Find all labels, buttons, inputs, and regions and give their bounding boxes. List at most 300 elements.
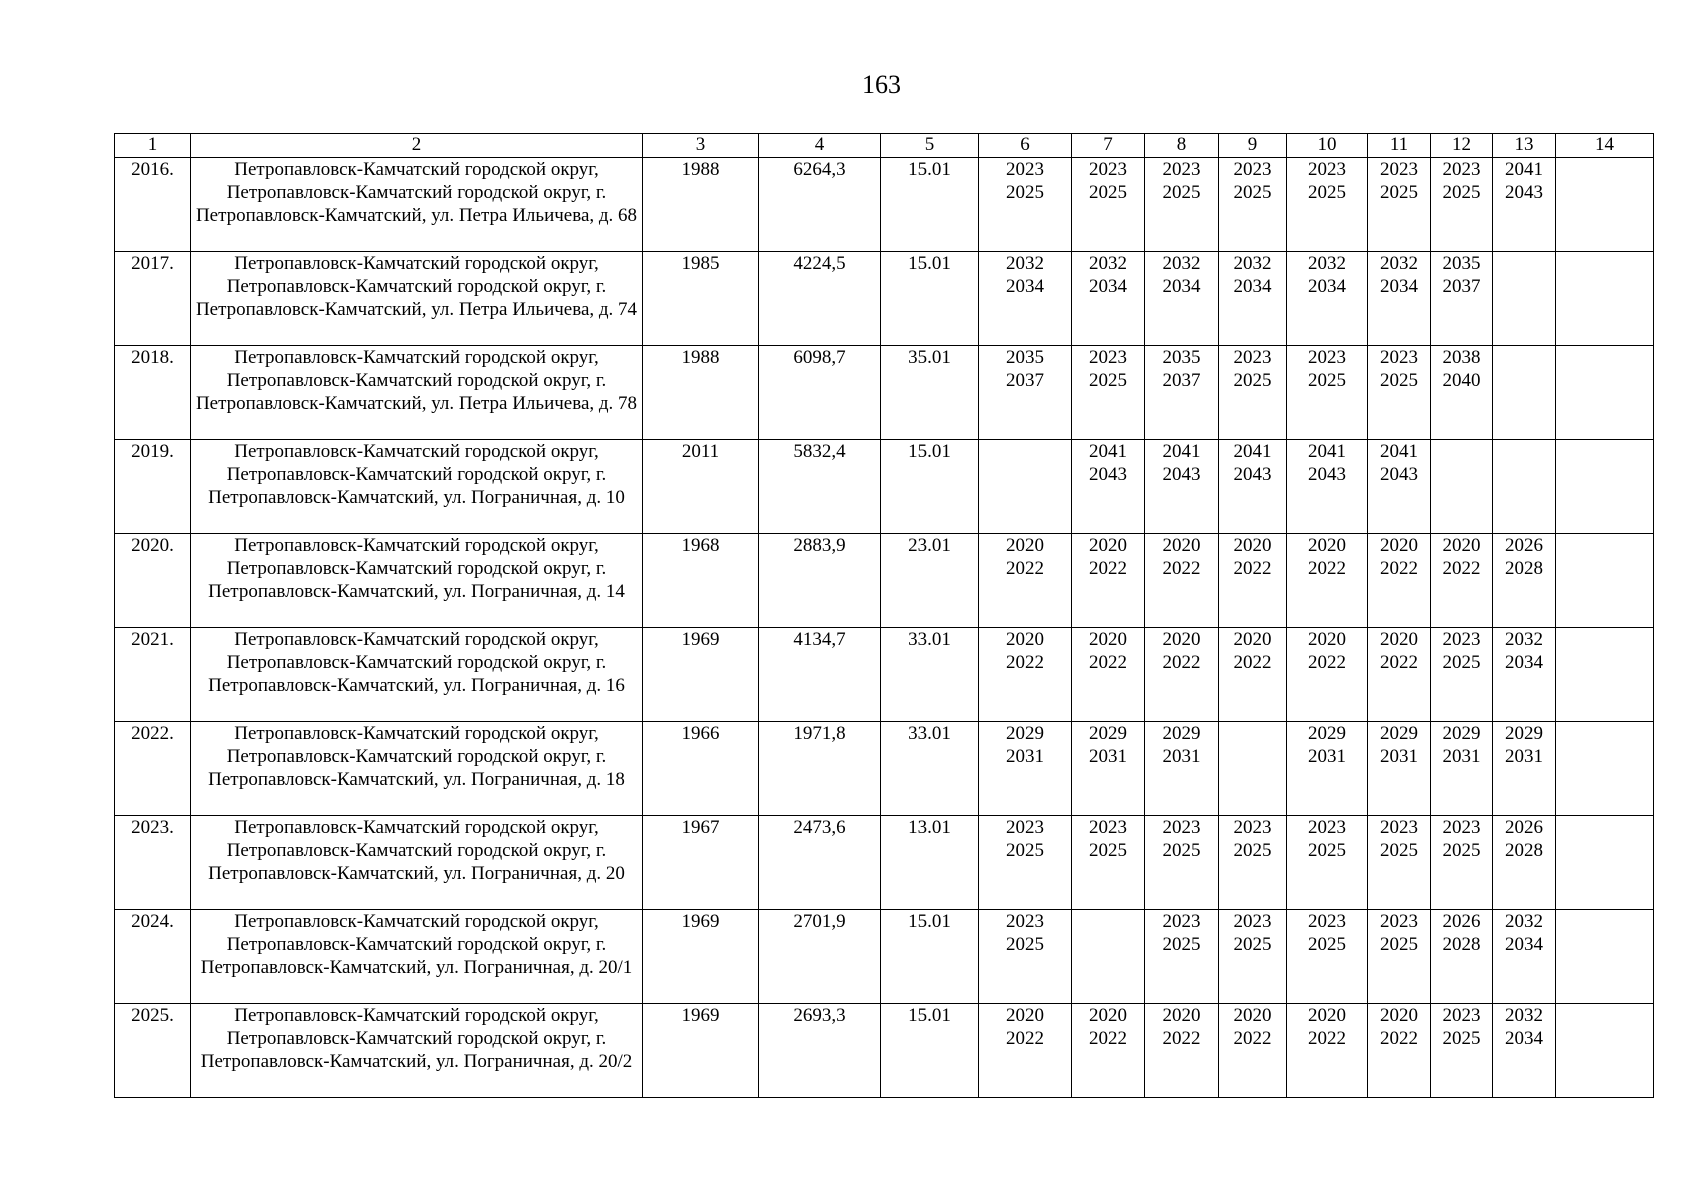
- period-year: 2025: [1233, 840, 1272, 861]
- period-year: 2026: [1505, 817, 1543, 838]
- period-cell-col-9: [1219, 346, 1287, 440]
- period-year: 2034: [1089, 276, 1127, 297]
- period-cell-col-8: [1145, 1004, 1219, 1098]
- period-year: 2022: [1308, 652, 1346, 673]
- row-number-cell: 2024.: [115, 910, 191, 1004]
- period-cell-col-7: [1072, 722, 1145, 816]
- table-row: [115, 534, 1654, 628]
- period-cell-col-9: [1219, 628, 1287, 722]
- period-cell-col-11: [1368, 1004, 1431, 1098]
- period-cell-col-10: [1287, 534, 1368, 628]
- period-year: 2025: [1233, 370, 1272, 391]
- period-year: 2034: [1006, 276, 1044, 297]
- period-cell-col-6: [979, 252, 1072, 346]
- period-cell-col-13: [1493, 816, 1556, 910]
- period-cell-col-8: [1145, 910, 1219, 1004]
- period-year: 2023: [1006, 159, 1044, 180]
- period-cell-col-7: [1072, 440, 1145, 534]
- page-number: 163: [862, 70, 901, 99]
- period-year: 2022: [1006, 1028, 1044, 1049]
- column-header-4: 4: [759, 134, 881, 158]
- period-year: 2023: [1442, 159, 1481, 180]
- period-year: 2025: [1442, 182, 1481, 203]
- period-year: 2035: [1006, 347, 1044, 368]
- period-year: 2025: [1380, 370, 1418, 391]
- row-number-cell: 2020.: [115, 534, 191, 628]
- area-cell: 6098,7: [759, 346, 881, 440]
- period-year: 2025: [1006, 182, 1044, 203]
- column-header-8: 8: [1145, 134, 1219, 158]
- code-cell: 33.01: [881, 628, 979, 722]
- period-year: 2020: [1308, 1005, 1346, 1026]
- period-year: 2037: [1006, 370, 1044, 391]
- period-cell-col-11: [1368, 534, 1431, 628]
- period-year: 2037: [1162, 370, 1201, 391]
- commissioning-year-cell: 1988: [643, 158, 759, 252]
- period-year: 2020: [1233, 1005, 1272, 1026]
- period-year: 2020: [1308, 629, 1346, 650]
- period-year: 2031: [1505, 746, 1543, 767]
- period-cell-col-10: [1287, 1004, 1368, 1098]
- area-cell: 2693,3: [759, 1004, 881, 1098]
- period-year: 2034: [1505, 1028, 1543, 1049]
- period-cell-col-6: [979, 158, 1072, 252]
- period-cell-col-11: [1368, 628, 1431, 722]
- period-cell-col-11: [1368, 158, 1431, 252]
- period-year: 2022: [1380, 558, 1418, 579]
- column-header-6: 6: [979, 134, 1072, 158]
- column-header-3: 3: [643, 134, 759, 158]
- address-cell: Петропавловск-Камчатский городской округ, Петропавловск-Камчатский городской округ, г. Петропавловск-Камчатский, ул. Пограничная, д. 10: [191, 440, 643, 534]
- period-cell-col-14: [1556, 252, 1654, 346]
- column-header-11: 11: [1368, 134, 1431, 158]
- column-header-2: 2: [191, 134, 643, 158]
- period-year: 2029: [1380, 723, 1418, 744]
- period-year: 2020: [1006, 629, 1044, 650]
- row-number-cell: 2025.: [115, 1004, 191, 1098]
- period-year: 2032: [1505, 629, 1543, 650]
- period-year: 2032: [1006, 253, 1044, 274]
- period-year: 2034: [1308, 276, 1346, 297]
- period-year: 2025: [1162, 840, 1201, 861]
- period-year: 2025: [1233, 182, 1272, 203]
- area-cell: 2701,9: [759, 910, 881, 1004]
- column-number-header-row: [115, 134, 1654, 158]
- period-cell-col-12: [1431, 1004, 1493, 1098]
- period-cell-col-6: [979, 1004, 1072, 1098]
- period-cell-col-13: [1493, 252, 1556, 346]
- period-year: 2023: [1089, 159, 1127, 180]
- period-cell-col-12: [1431, 534, 1493, 628]
- commissioning-year-cell: 1969: [643, 910, 759, 1004]
- period-cell-col-7: [1072, 534, 1145, 628]
- period-year: 2022: [1233, 652, 1272, 673]
- table-row: [115, 252, 1654, 346]
- commissioning-year-cell: 1969: [643, 628, 759, 722]
- period-year: 2022: [1308, 1028, 1346, 1049]
- period-year: 2022: [1233, 558, 1272, 579]
- period-cell-col-9: [1219, 252, 1287, 346]
- period-year: 2023: [1308, 817, 1346, 838]
- period-cell-col-13: [1493, 1004, 1556, 1098]
- row-number-cell: 2016.: [115, 158, 191, 252]
- code-cell: 15.01: [881, 440, 979, 534]
- address-cell: Петропавловск-Камчатский городской округ, Петропавловск-Камчатский городской округ, г. Петропавловск-Камчатский, ул. Пограничная, д. 18: [191, 722, 643, 816]
- code-cell: 15.01: [881, 910, 979, 1004]
- period-year: 2025: [1006, 934, 1044, 955]
- area-cell: 4224,5: [759, 252, 881, 346]
- period-year: 2023: [1308, 911, 1346, 932]
- column-header-14: 14: [1556, 134, 1654, 158]
- address-cell: Петропавловск-Камчатский городской округ, Петропавловск-Камчатский городской округ, г. Петропавловск-Камчатский, ул. Пограничная, д. 20: [191, 816, 643, 910]
- period-year: 2022: [1089, 1028, 1127, 1049]
- commissioning-year-cell: 2011: [643, 440, 759, 534]
- period-cell-col-11: [1368, 816, 1431, 910]
- column-header-5: 5: [881, 134, 979, 158]
- period-cell-col-7: [1072, 816, 1145, 910]
- period-year: 2025: [1089, 370, 1127, 391]
- period-year: 2022: [1308, 558, 1346, 579]
- period-year: 2032: [1233, 253, 1272, 274]
- period-cell-col-14: [1556, 722, 1654, 816]
- period-year: 2020: [1233, 535, 1272, 556]
- period-cell-col-12: [1431, 628, 1493, 722]
- period-cell-col-11: [1368, 346, 1431, 440]
- code-cell: 23.01: [881, 534, 979, 628]
- area-cell: 6264,3: [759, 158, 881, 252]
- period-year: 2023: [1233, 347, 1272, 368]
- row-number-cell: 2023.: [115, 816, 191, 910]
- period-year: 2031: [1380, 746, 1418, 767]
- table-body: [115, 158, 1654, 1098]
- period-year: 2026: [1505, 535, 1543, 556]
- row-number-cell: 2018.: [115, 346, 191, 440]
- period-cell-col-14: [1556, 910, 1654, 1004]
- period-cell-col-7: [1072, 158, 1145, 252]
- period-cell-col-10: [1287, 440, 1368, 534]
- period-year: 2025: [1089, 182, 1127, 203]
- period-year: 2041: [1233, 441, 1272, 462]
- period-year: 2023: [1089, 347, 1127, 368]
- commissioning-year-cell: 1967: [643, 816, 759, 910]
- commissioning-year-cell: 1968: [643, 534, 759, 628]
- area-cell: 1971,8: [759, 722, 881, 816]
- period-year: 2025: [1006, 840, 1044, 861]
- period-cell-col-6: [979, 910, 1072, 1004]
- period-year: 2022: [1380, 1028, 1418, 1049]
- period-year: 2025: [1380, 934, 1418, 955]
- row-number-cell: 2017.: [115, 252, 191, 346]
- address-cell: Петропавловск-Камчатский городской округ, Петропавловск-Камчатский городской округ, г. Петропавловск-Камчатский, ул. Пограничная, д. 20/2: [191, 1004, 643, 1098]
- period-cell-col-9: [1219, 816, 1287, 910]
- period-year: 2022: [1162, 1028, 1201, 1049]
- period-cell-col-10: [1287, 158, 1368, 252]
- period-cell-col-10: [1287, 252, 1368, 346]
- period-cell-col-14: [1556, 440, 1654, 534]
- period-cell-col-10: [1287, 628, 1368, 722]
- address-cell: Петропавловск-Камчатский городской округ, Петропавловск-Камчатский городской округ, г. Петропавловск-Камчатский, ул. Петра Ильичева, д. 68: [191, 158, 643, 252]
- period-cell-col-7: [1072, 1004, 1145, 1098]
- period-cell-col-7: [1072, 346, 1145, 440]
- period-year: 2020: [1006, 535, 1044, 556]
- period-year: 2020: [1442, 535, 1481, 556]
- period-year: 2041: [1380, 441, 1418, 462]
- area-cell: 5832,4: [759, 440, 881, 534]
- period-cell-col-12: [1431, 722, 1493, 816]
- code-cell: 13.01: [881, 816, 979, 910]
- period-year: 2038: [1442, 347, 1481, 368]
- column-header-13: 13: [1493, 134, 1556, 158]
- period-year: 2023: [1442, 629, 1481, 650]
- period-year: 2020: [1380, 535, 1418, 556]
- period-cell-col-12: [1431, 910, 1493, 1004]
- code-cell: 15.01: [881, 1004, 979, 1098]
- period-year: 2023: [1308, 347, 1346, 368]
- period-year: 2022: [1006, 558, 1044, 579]
- period-year: 2031: [1089, 746, 1127, 767]
- period-year: 2034: [1505, 934, 1543, 955]
- period-cell-col-8: [1145, 440, 1219, 534]
- period-year: 2023: [1089, 817, 1127, 838]
- period-year: 2025: [1442, 840, 1481, 861]
- code-cell: 33.01: [881, 722, 979, 816]
- period-cell-col-11: [1368, 440, 1431, 534]
- period-year: 2020: [1089, 535, 1127, 556]
- period-cell-col-6: [979, 722, 1072, 816]
- period-year: 2020: [1162, 629, 1201, 650]
- period-cell-col-13: [1493, 628, 1556, 722]
- period-year: 2025: [1089, 840, 1127, 861]
- period-cell-col-13: [1493, 534, 1556, 628]
- period-year: 2022: [1233, 1028, 1272, 1049]
- period-year: 2020: [1089, 1005, 1127, 1026]
- period-cell-col-9: [1219, 1004, 1287, 1098]
- period-year: 2022: [1089, 652, 1127, 673]
- period-year: 2023: [1442, 817, 1481, 838]
- period-cell-col-9: [1219, 910, 1287, 1004]
- period-year: 2020: [1162, 535, 1201, 556]
- column-header-12: 12: [1431, 134, 1493, 158]
- period-year: 2020: [1089, 629, 1127, 650]
- period-year: 2022: [1162, 652, 1201, 673]
- period-year: 2032: [1162, 253, 1201, 274]
- period-cell-col-10: [1287, 910, 1368, 1004]
- period-year: 2023: [1233, 159, 1272, 180]
- period-year: 2041: [1162, 441, 1201, 462]
- period-year: 2020: [1380, 1005, 1418, 1026]
- period-year: 2022: [1089, 558, 1127, 579]
- period-year: 2025: [1233, 934, 1272, 955]
- period-cell-col-9: [1219, 158, 1287, 252]
- table-row: [115, 440, 1654, 534]
- period-year: 2031: [1442, 746, 1481, 767]
- commissioning-year-cell: 1969: [643, 1004, 759, 1098]
- period-year: 2035: [1442, 253, 1481, 274]
- period-cell-col-14: [1556, 346, 1654, 440]
- period-cell-col-8: [1145, 722, 1219, 816]
- period-cell-col-13: [1493, 158, 1556, 252]
- address-cell: Петропавловск-Камчатский городской округ, Петропавловск-Камчатский городской округ, г. Петропавловск-Камчатский, ул. Пограничная, д. 16: [191, 628, 643, 722]
- period-cell-col-6: [979, 534, 1072, 628]
- period-year: 2032: [1380, 253, 1418, 274]
- period-cell-col-9: [1219, 534, 1287, 628]
- period-cell-col-14: [1556, 816, 1654, 910]
- period-year: 2023: [1006, 817, 1044, 838]
- period-year: 2025: [1308, 370, 1346, 391]
- period-year: 2037: [1442, 276, 1481, 297]
- area-cell: 2883,9: [759, 534, 881, 628]
- period-year: 2022: [1380, 652, 1418, 673]
- period-cell-col-12: [1431, 346, 1493, 440]
- period-year: 2029: [1308, 723, 1346, 744]
- period-cell-col-9: [1219, 440, 1287, 534]
- area-cell: 4134,7: [759, 628, 881, 722]
- address-cell: Петропавловск-Камчатский городской округ, Петропавловск-Камчатский городской округ, г. Петропавловск-Камчатский, ул. Пограничная, д. 20/1: [191, 910, 643, 1004]
- period-cell-col-12: [1431, 252, 1493, 346]
- period-year: 2041: [1308, 441, 1346, 462]
- period-year: 2025: [1308, 182, 1346, 203]
- column-header-7: 7: [1072, 134, 1145, 158]
- period-cell-col-6: [979, 440, 1072, 534]
- period-cell-col-12: [1431, 816, 1493, 910]
- period-year: 2020: [1308, 535, 1346, 556]
- row-number-cell: 2019.: [115, 440, 191, 534]
- period-cell-col-13: [1493, 910, 1556, 1004]
- period-cell-col-14: [1556, 628, 1654, 722]
- period-cell-col-13: [1493, 346, 1556, 440]
- period-year: 2029: [1162, 723, 1201, 744]
- period-cell-col-8: [1145, 252, 1219, 346]
- period-year: 2040: [1442, 370, 1481, 391]
- period-year: 2032: [1308, 253, 1346, 274]
- period-year: 2025: [1380, 840, 1418, 861]
- period-cell-col-6: [979, 628, 1072, 722]
- period-year: 2023: [1380, 817, 1418, 838]
- period-year: 2034: [1380, 276, 1418, 297]
- period-cell-col-8: [1145, 346, 1219, 440]
- table-row: [115, 628, 1654, 722]
- period-year: 2043: [1162, 464, 1201, 485]
- period-year: 2023: [1162, 159, 1201, 180]
- period-cell-col-13: [1493, 440, 1556, 534]
- table-row: [115, 346, 1654, 440]
- period-year: 2028: [1505, 840, 1543, 861]
- period-cell-col-7: [1072, 252, 1145, 346]
- period-year: 2032: [1089, 253, 1127, 274]
- period-year: 2023: [1380, 159, 1418, 180]
- period-cell-col-11: [1368, 252, 1431, 346]
- period-year: 2022: [1442, 558, 1481, 579]
- period-cell-col-14: [1556, 158, 1654, 252]
- commissioning-year-cell: 1988: [643, 346, 759, 440]
- period-cell-col-12: [1431, 158, 1493, 252]
- period-year: 2025: [1308, 840, 1346, 861]
- address-cell: Петропавловск-Камчатский городской округ, Петропавловск-Камчатский городской округ, г. Петропавловск-Камчатский, ул. Пограничная, д. 14: [191, 534, 643, 628]
- period-cell-col-10: [1287, 346, 1368, 440]
- period-year: 2029: [1006, 723, 1044, 744]
- column-header-10: 10: [1287, 134, 1368, 158]
- period-cell-col-6: [979, 816, 1072, 910]
- period-cell-col-13: [1493, 722, 1556, 816]
- period-cell-col-8: [1145, 816, 1219, 910]
- table-row: [115, 722, 1654, 816]
- period-year: 2034: [1162, 276, 1201, 297]
- period-year: 2041: [1505, 159, 1543, 180]
- period-year: 2023: [1380, 911, 1418, 932]
- column-header-9: 9: [1219, 134, 1287, 158]
- period-year: 2031: [1162, 746, 1201, 767]
- period-year: 2031: [1006, 746, 1044, 767]
- code-cell: 15.01: [881, 158, 979, 252]
- period-cell-col-14: [1556, 534, 1654, 628]
- period-year: 2023: [1162, 911, 1201, 932]
- period-year: 2025: [1442, 652, 1481, 673]
- period-year: 2022: [1162, 558, 1201, 579]
- period-cell-col-12: [1431, 440, 1493, 534]
- period-cell-col-8: [1145, 628, 1219, 722]
- period-year: 2023: [1380, 347, 1418, 368]
- period-year: 2043: [1089, 464, 1127, 485]
- period-year: 2028: [1442, 934, 1481, 955]
- period-cell-col-11: [1368, 722, 1431, 816]
- period-year: 2025: [1442, 1028, 1481, 1049]
- period-cell-col-10: [1287, 816, 1368, 910]
- period-year: 2043: [1233, 464, 1272, 485]
- period-year: 2020: [1233, 629, 1272, 650]
- period-year: 2031: [1308, 746, 1346, 767]
- period-year: 2043: [1308, 464, 1346, 485]
- period-year: 2023: [1233, 817, 1272, 838]
- table-row: [115, 1004, 1654, 1098]
- period-year: 2023: [1308, 159, 1346, 180]
- table-row: [115, 158, 1654, 252]
- period-year: 2028: [1505, 558, 1543, 579]
- period-year: 2026: [1442, 911, 1481, 932]
- address-cell: Петропавловск-Камчатский городской округ, Петропавловск-Камчатский городской округ, г. Петропавловск-Камчатский, ул. Петра Ильичева, д. 74: [191, 252, 643, 346]
- period-cell-col-11: [1368, 910, 1431, 1004]
- period-year: 2025: [1162, 934, 1201, 955]
- commissioning-year-cell: 1966: [643, 722, 759, 816]
- period-cell-col-6: [979, 346, 1072, 440]
- period-year: 2029: [1442, 723, 1481, 744]
- row-number-cell: 2022.: [115, 722, 191, 816]
- column-header-1: 1: [115, 134, 191, 158]
- address-cell: Петропавловск-Камчатский городской округ, Петропавловск-Камчатский городской округ, г. Петропавловск-Камчатский, ул. Петра Ильичева, д. 78: [191, 346, 643, 440]
- period-year: 2025: [1308, 934, 1346, 955]
- period-year: 2023: [1162, 817, 1201, 838]
- period-cell-col-10: [1287, 722, 1368, 816]
- table-row: [115, 910, 1654, 1004]
- period-cell-col-7: [1072, 910, 1145, 1004]
- period-year: 2041: [1089, 441, 1127, 462]
- period-year: 2023: [1006, 911, 1044, 932]
- period-cell-col-7: [1072, 628, 1145, 722]
- period-year: 2029: [1089, 723, 1127, 744]
- period-year: 2022: [1006, 652, 1044, 673]
- row-number-cell: 2021.: [115, 628, 191, 722]
- period-year: 2025: [1380, 182, 1418, 203]
- period-year: 2043: [1505, 182, 1543, 203]
- period-cell-col-9: [1219, 722, 1287, 816]
- period-cell-col-8: [1145, 158, 1219, 252]
- period-year: 2020: [1380, 629, 1418, 650]
- area-cell: 2473,6: [759, 816, 881, 910]
- commissioning-year-cell: 1985: [643, 252, 759, 346]
- period-year: 2020: [1006, 1005, 1044, 1026]
- period-year: 2034: [1233, 276, 1272, 297]
- period-year: 2025: [1162, 182, 1201, 203]
- period-year: 2029: [1505, 723, 1543, 744]
